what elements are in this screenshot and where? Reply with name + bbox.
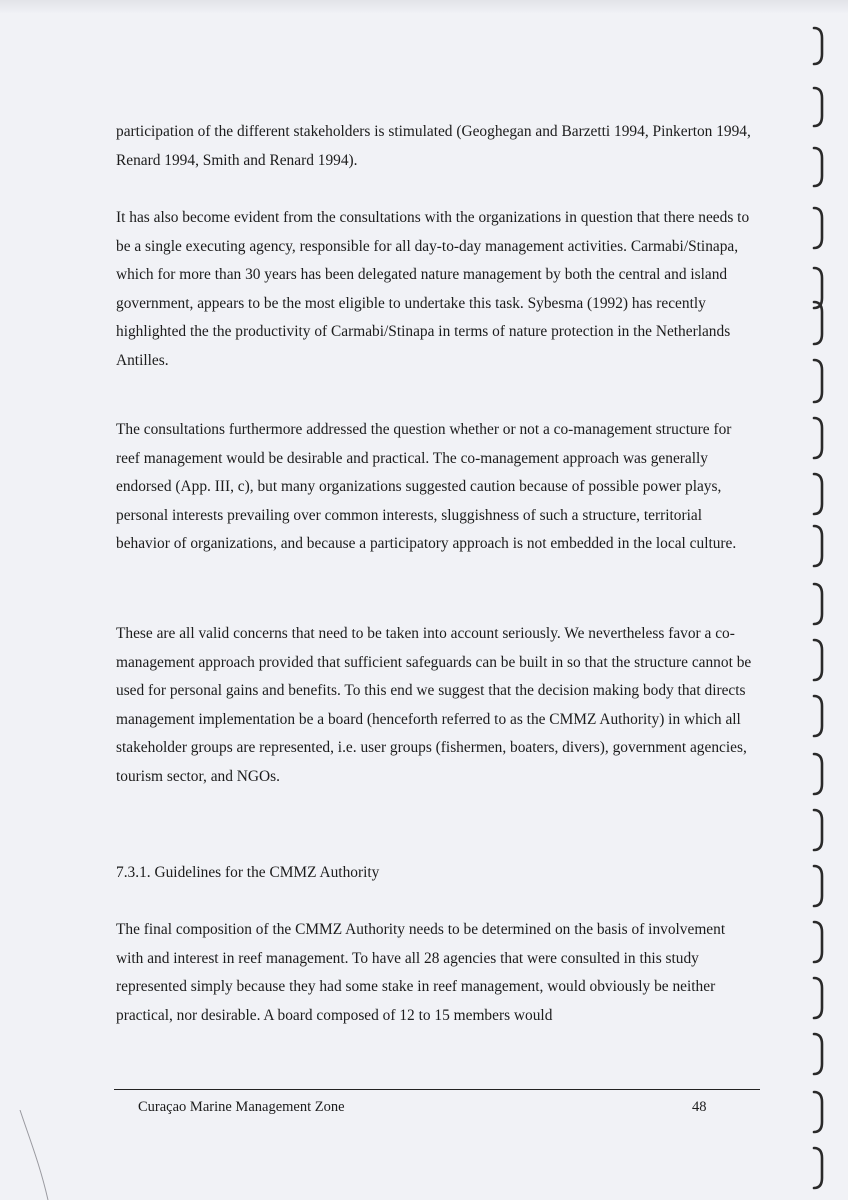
footer-rule [114,1089,760,1090]
paragraph-5: The final composition of the CMMZ Authority needs to be determined on the basis of involvement with and interest in reef management. To have all 28 agencies that were consulted in this study represented simply because they had some stake in reef management, would obviously be neither practical, nor desirable. A board composed of 12 to 15 members would [116,921,726,1024]
paragraph-2: It has also become evident from the consultations with the organizations in question that there needs to be a single executing agency, responsible for all day-to-day management activities. Carmabi/Stinapa, which for more than 30 years has been delegated nature management by both the central and island government, appears to be the most eligible to undertake this task. Sybesma (1992) has recently highlighted the the productivity of Carmabi/Stinapa in terms of nature protection in the Netherlands Antilles. [116,209,750,369]
section-heading: 7.3.1. Guidelines for the CMMZ Authority [116,864,380,881]
paragraph-1: participation of the different stakeholders is stimulated (Geoghegan and Barzetti 1994, Pinkerton 1994, Renard 1994, Smith and Renard 1994). [116,123,751,169]
page-edge-mark [0,1110,60,1200]
footer-title: Curaçao Marine Management Zone [138,1099,345,1115]
paragraph-4: These are all valid concerns that need to be taken into account seriously. We nevertheless favor a co-management approach provided that sufficient safeguards can be built in so that the structure cannot be used for personal gains and benefits. To this end we suggest that the decision making body that directs management implementation be a board (henceforth referred to as the CMMZ Authority) in which all stakeholder groups are represented, i.e. user groups (fishermen, boaters, divers), government agencies, tourism sector, and NGOs. [116,625,752,785]
page-number: 48 [692,1099,707,1115]
spiral-binding-icon [804,20,840,1190]
paragraph-3: The consultations furthermore addressed the question whether or not a co-management structure for reef management would be desirable and practical. The co-management approach was generally endorsed (App. III, c), but many organizations suggested caution because of possible power plays, personal interests prevailing over common interests, sluggishness of such a structure, territorial behavior of organizations, and because a participatory approach is not embedded in the local culture. [116,421,737,553]
